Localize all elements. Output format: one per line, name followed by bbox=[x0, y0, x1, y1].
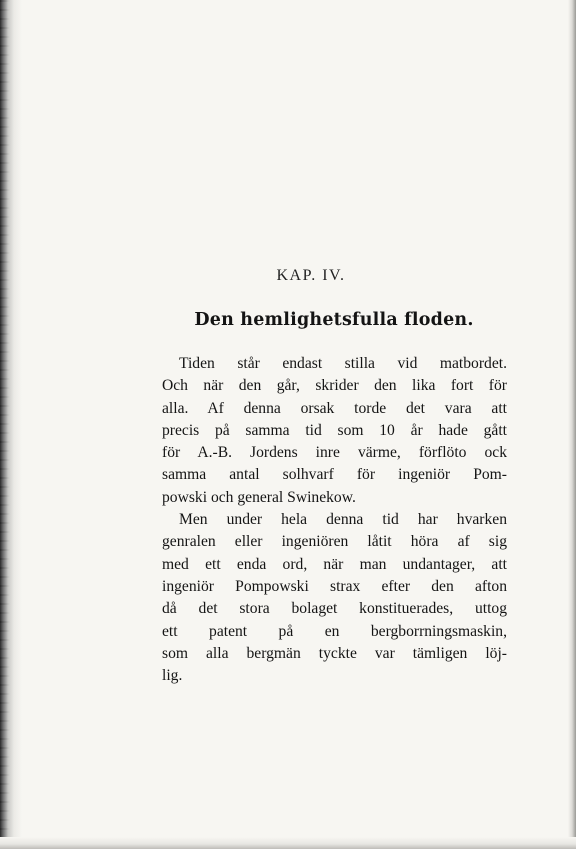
text-line: samma antal solhvarf för ingeniör Pom- bbox=[162, 466, 507, 484]
text-line: som alla bergmän tyckte var tämligen löj- bbox=[162, 644, 507, 662]
text-line: Tiden står endast stilla vid matbordet. bbox=[179, 355, 507, 372]
text-line: alla. Af denna orsak torde det vara att bbox=[162, 399, 507, 417]
text-line: lig. bbox=[162, 667, 183, 685]
chapter-number: KAP. IV. bbox=[276, 267, 346, 284]
text-line: för A.-B. Jordens inre värme, förflöto ock bbox=[162, 444, 507, 462]
text-line: Och när den går, skrider den lika fort för bbox=[162, 377, 507, 395]
right-page-edge bbox=[568, 0, 576, 849]
text-line: Men under hela denna tid har hvarken bbox=[179, 511, 507, 529]
bottom-page-edge bbox=[0, 837, 576, 849]
text-line: med ett enda ord, när man undantager, att bbox=[162, 555, 507, 573]
text-line: ingeniör Pompowski strax efter den afton bbox=[162, 577, 507, 595]
text-line: då det stora bolaget konstituerades, uttog bbox=[162, 600, 507, 618]
chapter-title: Den hemlighetsfulla floden. bbox=[194, 310, 474, 330]
gutter-noise bbox=[0, 0, 22, 849]
text-line: powski och general Swinekow. bbox=[162, 488, 356, 506]
body-text bbox=[162, 353, 507, 687]
text-line: genralen eller ingeniören låtit höra af sig bbox=[162, 533, 507, 551]
text-line: precis på samma tid som 10 år hade gått bbox=[162, 421, 507, 439]
text-line: ett patent på en bergborrningsmaskin, bbox=[162, 622, 507, 640]
